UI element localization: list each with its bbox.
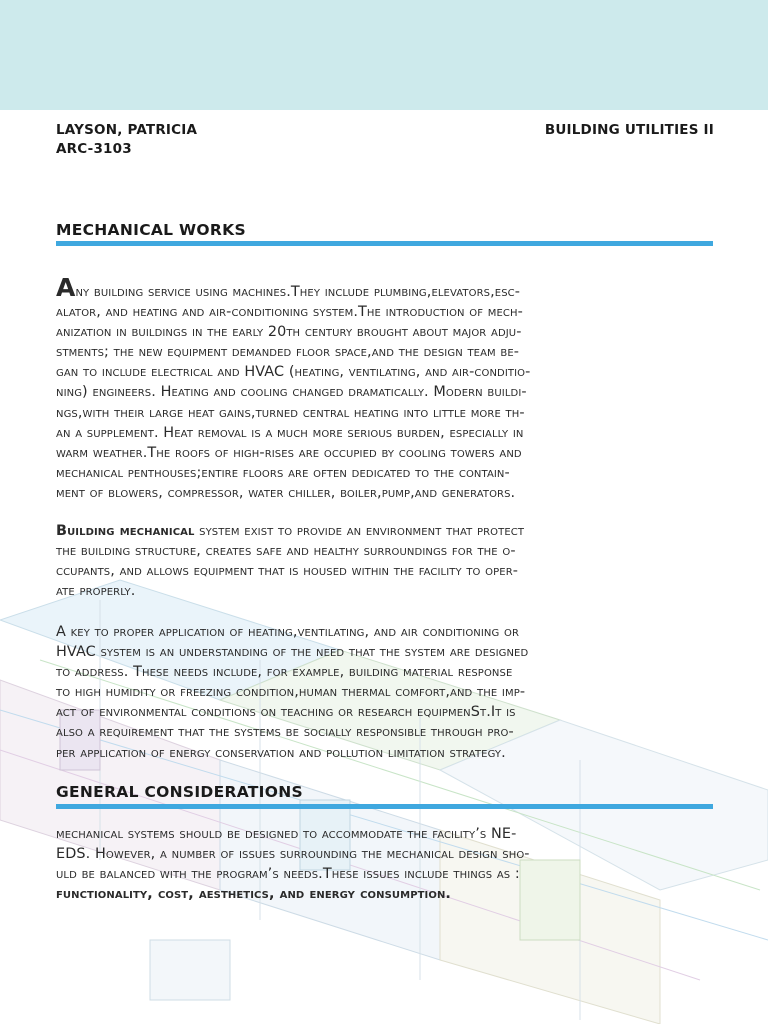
section-title-mechanical-works: MECHANICAL WORKS — [56, 221, 246, 239]
paragraph-line: Building mechanical system exist to provide an environment that protect — [56, 523, 525, 539]
author-block — [56, 121, 197, 159]
paragraph-line: per application of energy conservation and pollution limitation strategy. — [56, 744, 506, 761]
paragraph-general-considerations — [56, 824, 714, 904]
paragraph-line: EDS. However, a number of issues surrounding the mechanical design sho- — [56, 846, 530, 863]
paragraph-line: Any building service using machines.They include plumbing,elevators,esc- — [56, 273, 521, 302]
paragraph-line: ccupants, and allows equipment that is housed within the facility to oper- — [56, 563, 519, 580]
paragraph-building-mechanical — [56, 521, 714, 601]
section-title-general-considerations: GENERAL CONSIDERATIONS — [56, 783, 303, 801]
paragraph-line: mechanical penthouses;entire floors are often dedicated to the contain- — [56, 464, 510, 481]
paragraph-line: ate properly. — [56, 583, 136, 600]
paragraph-line: to address. These needs include, for example, building material response — [56, 664, 513, 681]
course-title: BUILDING UTILITIES II — [544, 122, 714, 138]
bold-lead-text: Building mechanical — [56, 523, 195, 539]
paragraph-line: gan to include electrical and HVAC (heating, ventilating, and air-conditio- — [56, 364, 531, 381]
bold-conclusion-line: functionality, cost, aesthetics, and energy consumption. — [56, 886, 452, 903]
paragraph-line: uld be balanced with the program’s needs.These issues include things as : — [56, 866, 520, 883]
paragraph-line: act of environmental conditions on teaching or research equipmenSt.It is — [56, 704, 516, 721]
paragraph-line: ngs,with their large heat gains,turned central heating into little more th- — [56, 404, 525, 421]
drop-cap: A — [56, 273, 76, 302]
paragraph-line: anization in buildings in the early 20th century brought about major adju- — [56, 324, 522, 341]
paragraph-line: ment of blowers, compressor, water chiller, boiler,pump,and generators. — [56, 484, 516, 501]
paragraph-line: warm weather.The roofs of high-rises are occupied by cooling towers and — [56, 444, 522, 461]
paragraph-line: an a supplement. Heat removal is a much more serious burden, especially in — [56, 424, 524, 441]
section-divider — [56, 804, 713, 809]
paragraph-line: ning) engineers. Heating and cooling changed dramatically. Modern buildi- — [56, 384, 527, 401]
paragraph-line: to high humidity or freezing condition,human thermal comfort,and the imp- — [56, 684, 526, 701]
paragraph-line: HVAC system is an understanding of the need that the system are designed — [56, 644, 529, 661]
paragraph-line: also a requirement that the systems be socially responsible through pro- — [56, 724, 514, 741]
paragraph-line: the building structure, creates safe and healthy surroundings for the o- — [56, 543, 516, 560]
paragraph-line: mechanical systems should be designed to accommodate the facility’s NE- — [56, 826, 517, 842]
paragraph-line: stments; the new equipment demanded floor space,and the design team be- — [56, 344, 520, 361]
author-name: LAYSON, PATRICIA — [56, 122, 198, 138]
paragraph-intro — [56, 273, 714, 503]
section-divider — [56, 241, 713, 246]
paragraph-line: alator, and heating and air-conditioning system.The introduction of mech- — [56, 304, 523, 321]
paragraph-hvac — [56, 622, 714, 763]
paragraph-line: A key to proper application of heating,ventilating, and air conditioning or — [56, 624, 520, 640]
course-code: ARC-3103 — [56, 141, 132, 157]
